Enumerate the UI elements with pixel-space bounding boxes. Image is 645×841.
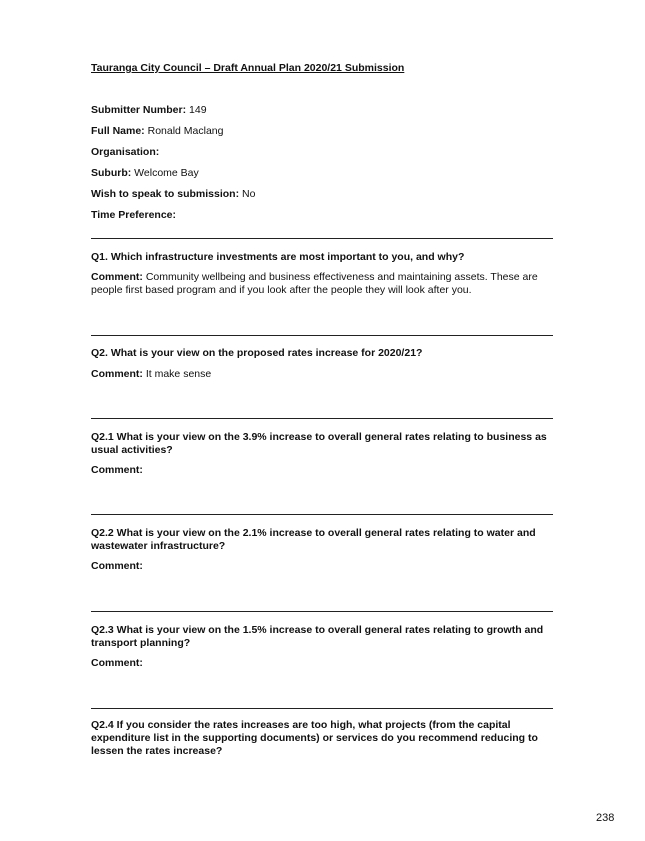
- organisation-label: Organisation:: [91, 146, 160, 158]
- document-title: Tauranga City Council – Draft Annual Plan 2020/21 Submission: [91, 62, 405, 74]
- speak-to-submission-field: [91, 188, 255, 201]
- comment-label: Comment:: [91, 368, 143, 380]
- section-divider: [91, 335, 553, 336]
- question-q2-4: Q2.4 If you consider the rates increases are too high, what projects (from the capital expenditure list in the supporting documents) or services do you recommend reducing to lessen the rates increase?: [91, 719, 538, 757]
- suburb-field: [91, 167, 199, 180]
- comment-label: Comment:: [91, 464, 143, 476]
- full-name-value: Ronald Maclang: [147, 125, 224, 137]
- section-divider: [91, 418, 553, 419]
- comment-q2: [91, 368, 553, 381]
- section-divider: [91, 611, 553, 612]
- comment-q1: [91, 271, 553, 297]
- suburb-value: Welcome Bay: [134, 167, 199, 179]
- submitter-number-label: Submitter Number:: [91, 104, 187, 116]
- question-q2-1: Q2.1 What is your view on the 3.9% increase to overall general rates relating to business as usual activities?: [91, 431, 547, 456]
- question-q1: Q1. Which infrastructure investments are most important to you, and why?: [91, 251, 465, 263]
- speak-to-submission-label: Wish to speak to submission:: [91, 188, 240, 200]
- question-q2: Q2. What is your view on the proposed rates increase for 2020/21?: [91, 347, 423, 359]
- full-name-field: [91, 125, 224, 138]
- page-number: 238: [596, 812, 615, 824]
- section-divider: [91, 238, 553, 239]
- comment-text: Community wellbeing and business effectiveness and maintaining assets. These are people first based program and if you look after the people they will look after you.: [91, 271, 538, 296]
- full-name-label: Full Name:: [91, 125, 145, 137]
- submitter-number-field: [91, 104, 207, 117]
- comment-label: Comment:: [91, 271, 143, 283]
- section-divider: [91, 708, 553, 709]
- comment-q2-2: [91, 560, 553, 573]
- comment-label: Comment:: [91, 657, 143, 669]
- speak-to-submission-value: No: [242, 188, 256, 200]
- suburb-label: Suburb:: [91, 167, 132, 179]
- question-q2-2: Q2.2 What is your view on the 2.1% increase to overall general rates relating to water and wastewater infrastructure?: [91, 527, 536, 552]
- comment-q2-3: [91, 657, 553, 670]
- organisation-field: [91, 146, 159, 159]
- question-q2-3: Q2.3 What is your view on the 1.5% increase to overall general rates relating to growth and transport planning?: [91, 624, 544, 649]
- time-preference-field: [91, 209, 176, 222]
- time-preference-label: Time Preference:: [91, 209, 177, 221]
- comment-text: It make sense: [145, 368, 212, 380]
- comment-label: Comment:: [91, 560, 143, 572]
- comment-q2-1: [91, 464, 553, 477]
- section-divider: [91, 514, 553, 515]
- submitter-number-value: 149: [189, 104, 207, 116]
